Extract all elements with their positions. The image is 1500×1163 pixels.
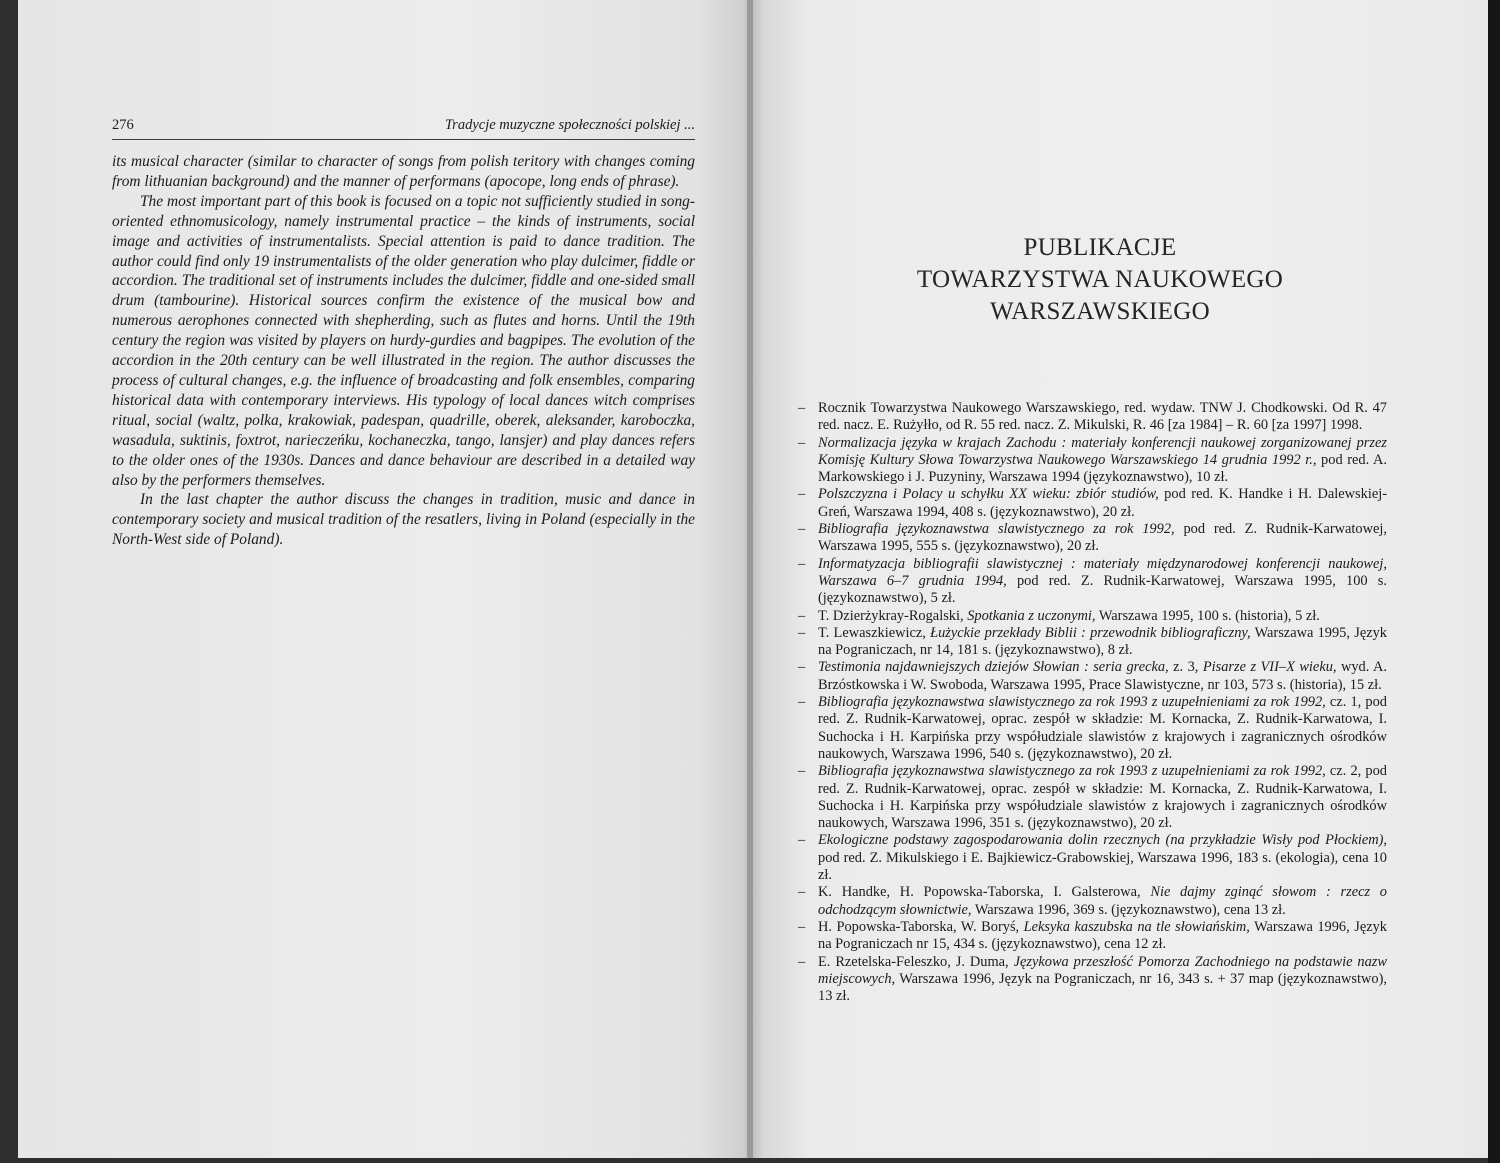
- publications-heading: [840, 232, 1360, 328]
- dash: –: [798, 624, 806, 641]
- running-title: Tradycje muzyczne społeczności polskiej ...: [444, 117, 695, 133]
- list-item: [797, 521, 1387, 556]
- entry-text: T. Dzierżykray-Rogalski,: [818, 607, 968, 624]
- heading-line: WARSZAWSKIEGO: [990, 298, 1210, 325]
- list-item: [797, 919, 1387, 954]
- running-head: [112, 117, 695, 140]
- list-item: [797, 486, 1387, 521]
- entry-text: Warszawa 1995, Język na Pograniczach, nr 14, 181 s. (językoznawstwo), 8 zł.: [818, 624, 1387, 659]
- dash: –: [798, 918, 806, 935]
- entry-title: Bibliografia językoznawstwa slawistycznego za rok 1992,: [818, 521, 1175, 538]
- entry-text: Warszawa 1996, Język na Pograniczach nr 15, 434 s. (językoznawstwo), cena 12 zł.: [818, 918, 1387, 953]
- entry-title: Łużyckie przekłady Biblii : przewodnik bibliograficzny,: [930, 624, 1251, 641]
- publications-list: [797, 400, 1387, 1005]
- dash: –: [798, 486, 806, 503]
- entry-text: , pod red. A. Markowskiego i J. Puzyniny, Warszawa 1994 (językoznawstwo), 10 zł.: [818, 451, 1387, 486]
- dash: –: [798, 400, 806, 416]
- list-item: [797, 400, 1387, 435]
- list-item: [797, 694, 1387, 763]
- dash: –: [798, 555, 806, 572]
- entry-text: K. Handke, H. Popowska-Taborska, I. Galsterowa,: [818, 884, 1151, 901]
- entry-text: z. 3,: [1168, 659, 1203, 676]
- entry-text: pod red. Z. Rudnik-Karwatowej, Warszawa 1995, 555 s. (językoznawstwo), 20 zł.: [818, 521, 1387, 555]
- entry-title: Normalizacja języka w krajach Zachodu : materiały konferencji naukowej zorganizowanej przez Komisję Kultury Słowa Towarzystwa Naukowego Warszawskiego 14 grudnia 1992 r.: [818, 434, 1387, 468]
- entry-text: E. Rzetelska-Feleszko, J. Duma,: [818, 953, 1014, 970]
- entry-title: Pisarze z VII–X wieku,: [1202, 659, 1337, 676]
- entry-text: wyd. A. Brzóstkowska i W. Swoboda, Warszawa 1995, Prace Slawistyczne, nr 103, 573 s. (historia), 15 zł.: [818, 659, 1387, 693]
- dash: –: [798, 659, 806, 676]
- summary-text: [112, 152, 695, 550]
- entry-title: Polszczyzna i Polacy u schyłku XX wieku: zbiór studiów,: [818, 486, 1159, 503]
- entry-title: Ekologiczne podstawy zagospodarowania dolin rzecznych (na przykładzie Wisły pod Płockiem),: [818, 832, 1387, 849]
- entry-text: H. Popowska-Taborska, W. Boryś,: [818, 918, 1024, 935]
- entry-text: cz. 2, pod red. Z. Rudnik-Karwatowej, oprac. zespół w składzie: M. Kornacka, Z. Rudnik-Karwatowa, I. Suchocka i H. Karpińska przy współudziale slawistów z krajowych i zagranicznych ośrodków naukowych, Warszawa 1996, 351 s. (językoznawstwo), 20 zł.: [818, 763, 1387, 832]
- list-item: [797, 556, 1387, 608]
- heading-line: TOWARZYSTWA NAUKOWEGO: [916, 266, 1284, 293]
- entry-title: Bibliografia językoznawstwa slawistycznego za rok 1993 z uzupełnieniami za rok 1992,: [818, 694, 1326, 711]
- paragraph: its musical character (similar to character of songs from polish teritory with changes coming from lithuanian background) and the manner of performans (apocope, long ends of phrase).: [112, 153, 695, 190]
- entry-text: Warszawa 1996, Język na Pograniczach, nr 16, 343 s. + 37 map (językoznawstwo), 13 zł.: [818, 970, 1387, 1005]
- page-number: 276: [112, 117, 134, 133]
- entry-text: Warszawa 1996, 369 s. (językoznawstwo), cena 13 zł.: [971, 901, 1286, 918]
- list-item: [797, 435, 1387, 487]
- heading-line: PUBLIKACJE: [1023, 234, 1177, 261]
- dash: –: [798, 763, 806, 780]
- dash: –: [798, 521, 806, 538]
- entry-text: pod red. Z. Mikulskiego i E. Bajkiewicz-Grabowskiej, Warszawa 1996, 183 s. (ekologia), cena 10 zł.: [818, 849, 1387, 884]
- list-item: [797, 659, 1387, 694]
- dash: –: [798, 434, 806, 451]
- entry-title: Spotkania z uczonymi,: [967, 607, 1096, 624]
- list-item: [797, 625, 1387, 660]
- list-item: [797, 763, 1387, 832]
- entry-text: pod red. Z. Rudnik-Karwatowej, Warszawa 1995, 100 s. (językoznawstwo), 5 zł.: [818, 572, 1387, 607]
- dash: –: [798, 694, 806, 711]
- list-item: [797, 884, 1387, 919]
- list-item: [797, 954, 1387, 1006]
- left-page: [18, 0, 750, 1158]
- book-gutter: [747, 0, 753, 1158]
- paragraph: In the last chapter the author discuss the changes in tradition, music and dance in contemporary society and musical tradition of the resatlers, living in Poland (especially in the North-West side of Poland).: [112, 491, 695, 549]
- scan-edge: [1488, 0, 1500, 1163]
- dash: –: [798, 884, 806, 901]
- paragraph: The most important part of this book is focused on a topic not sufficiently studied in song-oriented ethnomusicology, namely instrumental practice – the kinds of instruments, social image and activities of instrumentalists. Special attention is paid to dance tradition. The author could find only 19 instrumentalists of the older generation who play dulcimer, fiddle or accordion. The traditional set of instruments includes the dulcimer, fiddle and one-sided small drum (tambourine). Historical sources confirm the existence of the musical bow and numerous aerophones connected with shepherding, such as flutes and horns. Until the 19th century the region was visited by players on hurdy-gurdies and bagpipes. The evolution of the accordion in the 20th century can be well illustrated in the region. The author discusses the process of cultural changes, e.g. the influence of broadcasting and folk ensembles, comparing historical data with contemporary interviews. His typology of local dances witch comprises ritual, social (waltz, polka, krakowiak, padespan, quadrille, oberek, aleksander, karoboczka, wasadula, suktinis, foxtrot, narieczeńku, kochaneczka, tango, lansjer) and play dances refers to the older ones of the 1930s. Dances and dance behaviour are described in a detailed way also by the performers themselves.: [112, 192, 695, 489]
- entry-text: cz. 1, pod red. Z. Rudnik-Karwatowej, oprac. zespół w składzie: M. Kornacka, Z. Rudnik-Karwatowa, I. Suchocka i H. Karpińska przy współudziale slawistów z krajowych i zagranicznych ośrodków naukowych, Warszawa 1996, 540 s. (językoznawstwo), 20 zł.: [818, 694, 1387, 762]
- list-item: [797, 608, 1387, 625]
- entry-text: Warszawa 1995, 100 s. (historia), 5 zł.: [1095, 607, 1320, 624]
- entry-title: Nie dajmy zginąć słowom : rzecz o odchodzącym słownictwie,: [818, 884, 1388, 918]
- entry-title: Leksyka kaszubska na tle słowiańskim,: [1023, 918, 1250, 935]
- entry-text: T. Lewaszkiewicz,: [818, 624, 931, 641]
- entry-title: Bibliografia językoznawstwa slawistycznego za rok 1993 z uzupełnieniami za rok 1992,: [818, 763, 1326, 780]
- list-item: [797, 832, 1387, 884]
- entry-text: Rocznik Towarzystwa Naukowego Warszawskiego, red. wydaw. TNW J. Chodkowski. Od R. 47 red. nacz. E. Rużyłło, od R. 55 red. nacz. Z. Mikulski, R. 46 [za 1984] – R. 60 [za 1997] 1998.: [818, 400, 1387, 434]
- entry-text: pod red. K. Handke i H. Dalewskiej-Greń, Warszawa 1994, 408 s. (językoznawstwo), 20 zł.: [818, 486, 1387, 520]
- dash: –: [798, 953, 806, 970]
- entry-title: Testimonia najdawniejszych dziejów Słowian : seria grecka,: [818, 659, 1169, 676]
- dash: –: [798, 832, 806, 849]
- dash: –: [798, 607, 806, 624]
- entry-title: Informatyzacja bibliografii slawistycznej : materiały międzynarodowej konferencji naukowej, Warszawa 6–7 grudnia 1994,: [818, 555, 1387, 589]
- entry-title: Językowa przeszłość Pomorza Zachodniego na podstawie nazw miejscowych,: [818, 953, 1387, 987]
